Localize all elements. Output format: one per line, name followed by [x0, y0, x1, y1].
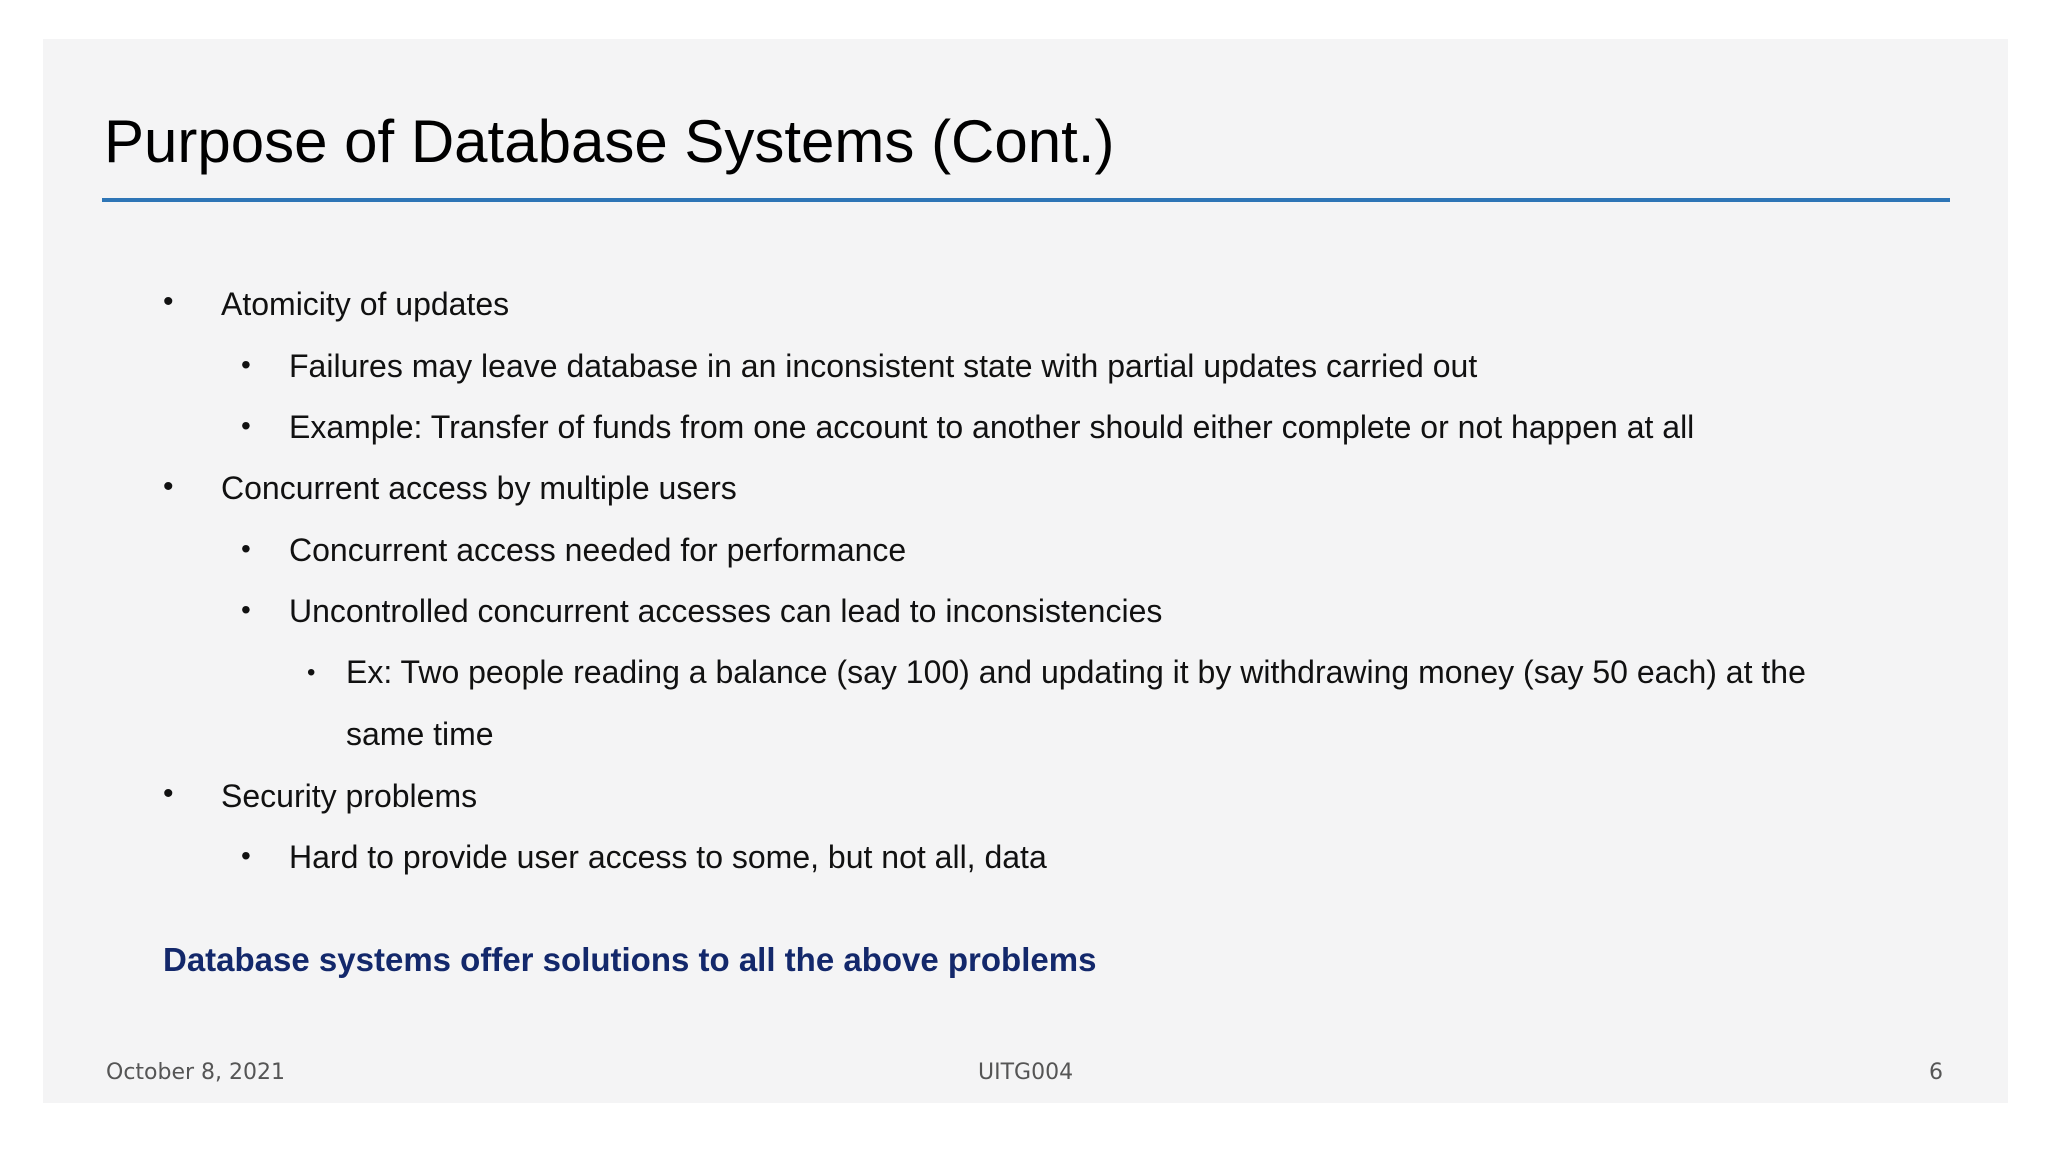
- slide-title: Purpose of Database Systems (Cont.): [104, 108, 1115, 175]
- bullet-item: Concurrent access needed for performance: [289, 532, 907, 568]
- footer-course-code: UITG004: [978, 1060, 1074, 1085]
- footer-page-number: 6: [1929, 1060, 1943, 1085]
- title-underline: [102, 198, 1950, 202]
- slide: [43, 39, 2008, 1103]
- bullet-item: Uncontrolled concurrent accesses can lead to inconsistencies: [289, 593, 1163, 629]
- bullet-item: Hard to provide user access to some, but not all, data: [289, 839, 1047, 875]
- bullet-marker: •: [241, 840, 251, 871]
- bullet-item: Concurrent access by multiple users: [221, 470, 737, 506]
- bullet-item: Atomicity of updates: [221, 286, 510, 322]
- conclusion-statement: Database systems offer solutions to all the above problems: [163, 941, 1097, 978]
- bullet-item-continuation: same time: [346, 716, 494, 752]
- bullet-item: Failures may leave database in an inconsistent state with partial updates carried out: [289, 348, 1478, 384]
- bullet-marker: •: [163, 285, 174, 318]
- bullet-marker: •: [241, 533, 251, 564]
- bullet-marker: •: [241, 594, 251, 625]
- bullet-marker: •: [163, 777, 174, 810]
- bullet-marker: •: [307, 659, 316, 686]
- bullet-item: Example: Transfer of funds from one account to another should either complete or not happen at all: [289, 409, 1695, 445]
- bullet-item: Security problems: [221, 778, 478, 814]
- bullet-marker: •: [241, 410, 251, 441]
- bullet-item: Ex: Two people reading a balance (say 100) and updating it by withdrawing money (say 50 each) at the: [346, 654, 1806, 690]
- bullet-marker: •: [163, 470, 174, 503]
- footer-date: October 8, 2021: [106, 1060, 286, 1085]
- bullet-marker: •: [241, 349, 251, 380]
